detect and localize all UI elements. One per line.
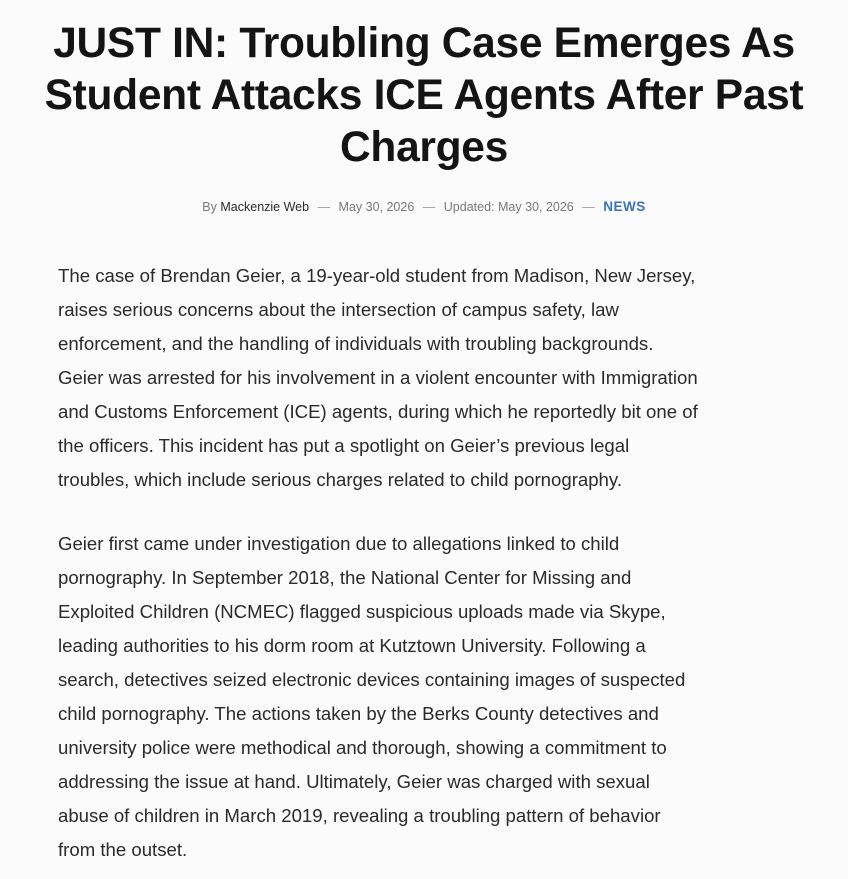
paragraph-line: addressing the issue at hand. Ultimately, Geier was charged with sexual [58, 771, 650, 792]
article-paragraph [58, 259, 808, 497]
paragraph-line: leading authorities to his dorm room at Kutztown University. Following a [58, 635, 646, 656]
paragraph-line: child pornography. The actions taken by the Berks County detectives and [58, 703, 659, 724]
paragraph-line: abuse of children in March 2019, revealing a troubling pattern of behavior [58, 805, 661, 826]
paragraph-line: from the outset. [58, 839, 188, 860]
updated-date: May 30, 2026 [497, 200, 574, 214]
by-label: By [202, 200, 217, 214]
meta-separator: — [317, 200, 331, 214]
category-link[interactable]: NEWS [603, 199, 646, 214]
paragraph-line: university police were methodical and thorough, showing a commitment to [58, 737, 667, 758]
paragraph-line: Geier was arrested for his involvement in a violent encounter with Immigration [58, 367, 698, 388]
meta-separator: — [582, 200, 595, 214]
paragraph-line: raises serious concerns about the intersection of campus safety, law [58, 299, 619, 320]
paragraph-line: and Customs Enforcement (ICE) agents, during which he reportedly bit one of [58, 401, 698, 422]
paragraph-line: search, detectives seized electronic devices containing images of suspected [58, 669, 686, 690]
paragraph-line: enforcement, and the handling of individuals with troubling backgrounds. [58, 333, 654, 354]
paragraph-line: Geier first came under investigation due to allegations linked to child [58, 533, 620, 554]
paragraph-line: the officers. This incident has put a spotlight on Geier’s previous legal [58, 435, 630, 456]
paragraph-line: troubles, which include serious charges related to child pornography. [58, 469, 622, 490]
published-date: May 30, 2026 [338, 200, 415, 214]
headline-line: JUST IN: Troubling Case Emerges As [53, 20, 795, 67]
article-meta [0, 197, 848, 217]
headline-line: Student Attacks ICE Agents After Past [44, 72, 804, 119]
paragraph-line: The case of Brendan Geier, a 19-year-old student from Madison, New Jersey, [58, 265, 696, 286]
article-headline [0, 0, 848, 174]
meta-separator: — [422, 200, 436, 214]
headline-line: Charges [340, 124, 508, 171]
author-link[interactable]: Mackenzie Web [220, 200, 310, 214]
article-body [0, 259, 848, 867]
article-paragraph [58, 527, 808, 867]
updated-label: Updated: [443, 200, 495, 214]
paragraph-line: Exploited Children (NCMEC) flagged suspicious uploads made via Skype, [58, 601, 666, 622]
paragraph-line: pornography. In September 2018, the National Center for Missing and [58, 567, 632, 588]
